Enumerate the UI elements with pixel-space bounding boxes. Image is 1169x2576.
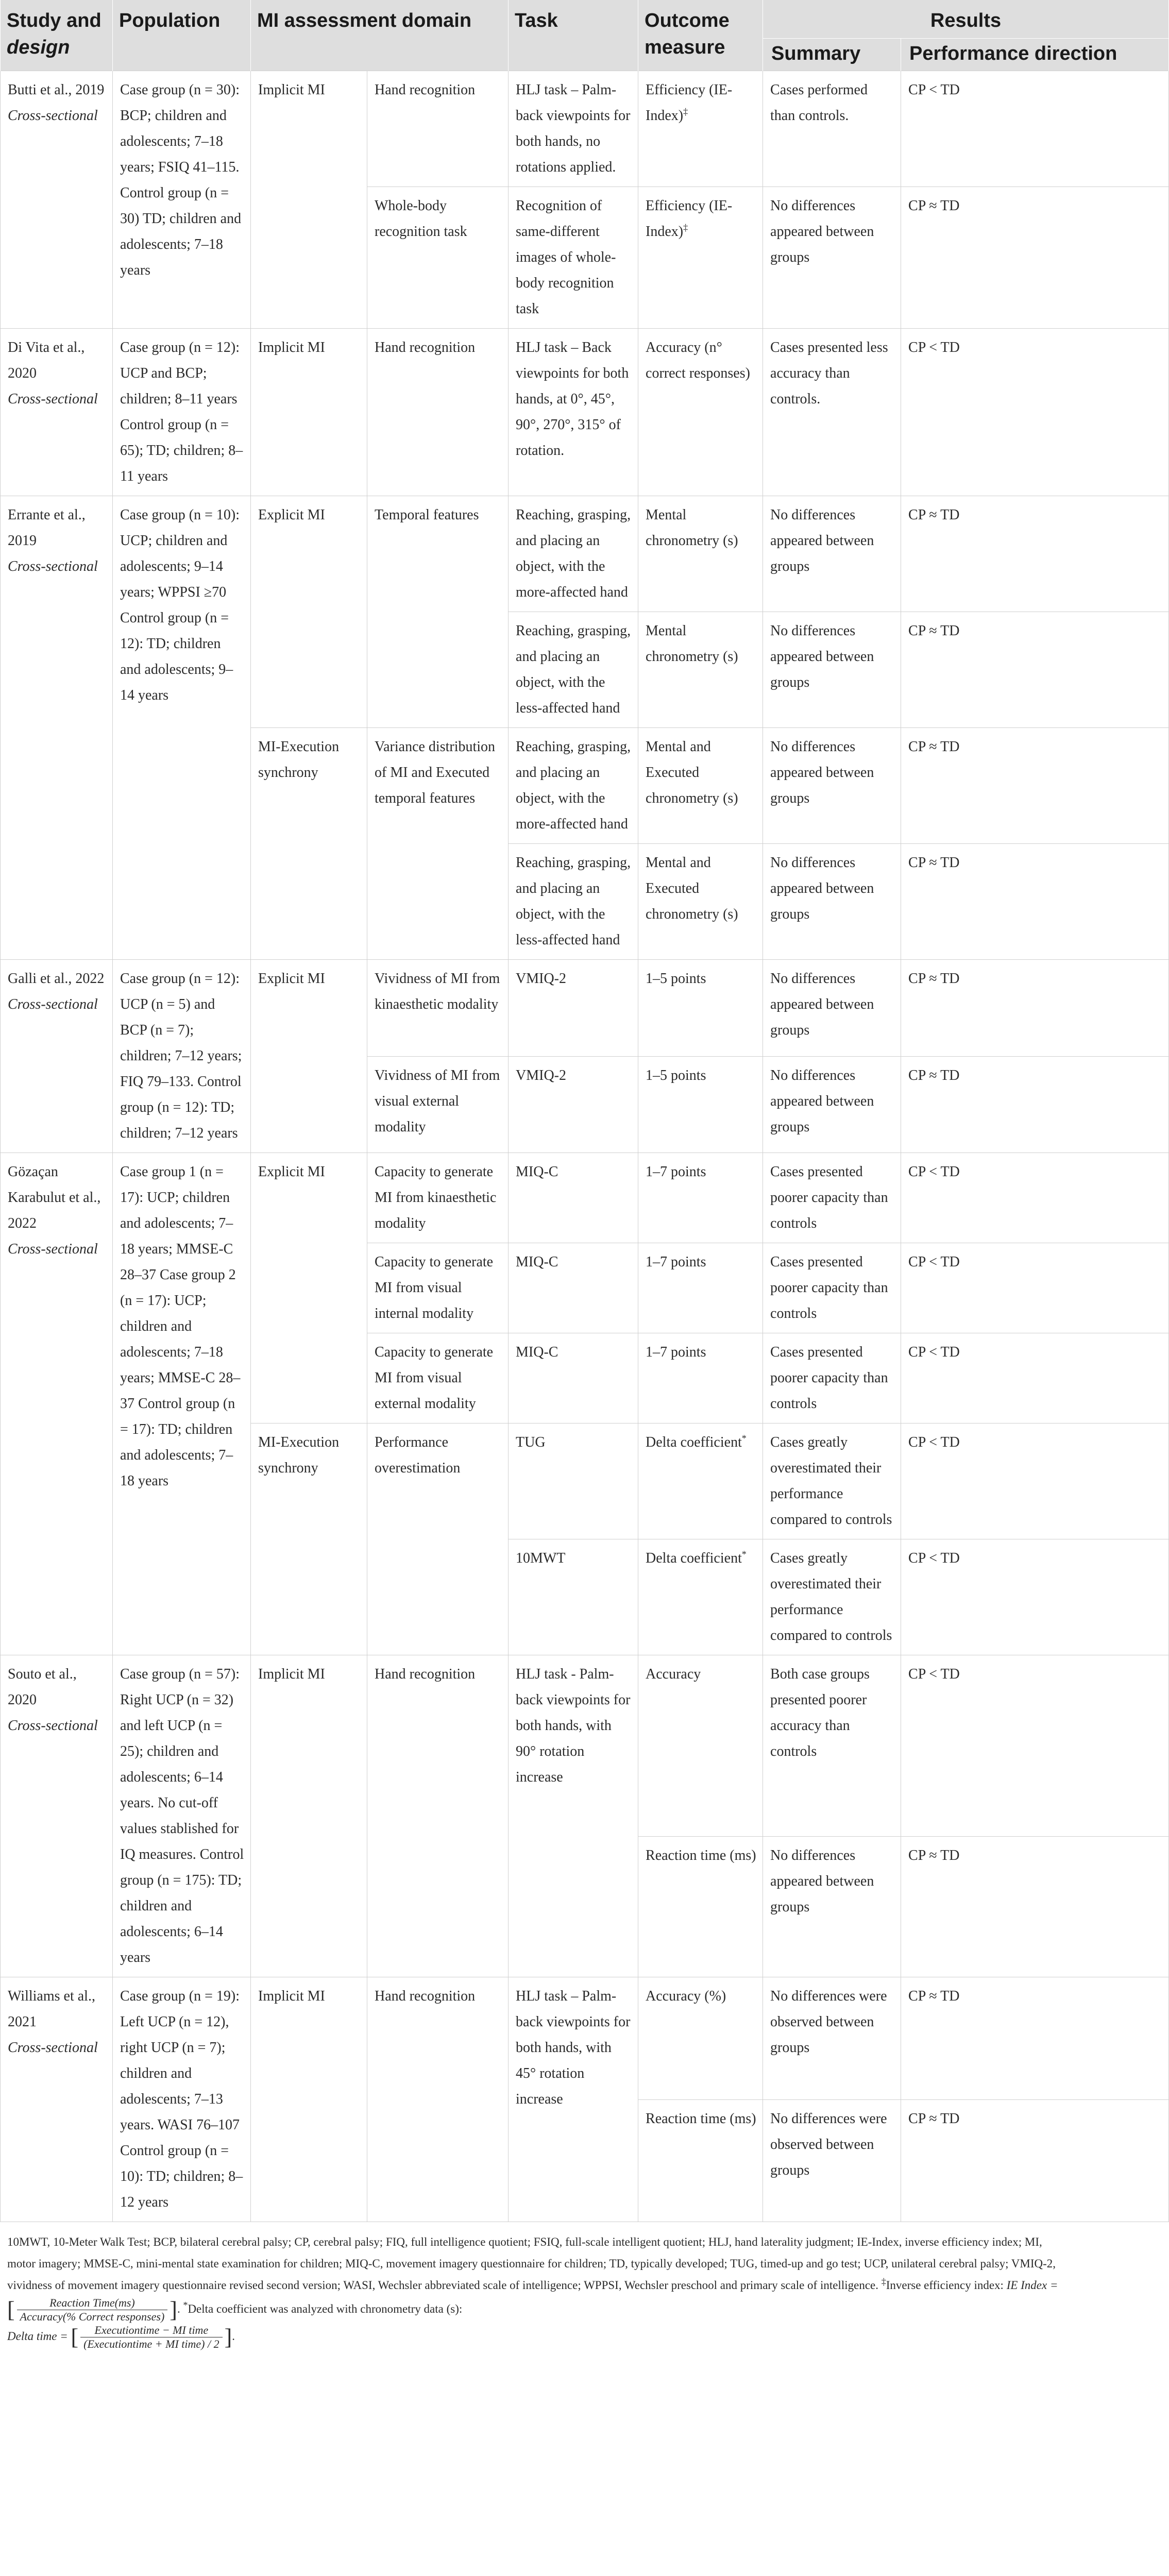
task-cell: HLJ task – Palm-back viewpoints for both hands, with 45° rotation increase [509,1977,638,2222]
domain-cell: MI-Execution synchrony [251,1423,367,1655]
study-design: Cross-sectional [8,391,98,407]
study-name: Errante et al., 2019 [8,507,86,549]
population-cell: Case group (n = 30): BCP; children and adolescents; 7–18 years; FSIQ 41–115. Control group (n = 30) TD; children and adolescents; 7–18 years [113,71,251,329]
domain-cell: Explicit MI [251,960,367,1153]
summary-cell: Cases presented poorer capacity than controls [763,1243,901,1333]
direction-cell: CP ≈ TD [901,187,1169,329]
task-cell: HLJ task – Back viewpoints for both hands, at 0°, 45°, 90°, 270°, 315° of rotation. [509,329,638,496]
population-cell: Case group (n = 12): UCP and BCP; children; 8–11 years Control group (n = 65); TD; children; 8–11 years [113,329,251,496]
feature-cell: Hand recognition [367,1977,509,2222]
study-cell [1,71,113,329]
table-row [1,1655,1169,1837]
summary-cell: No differences appeared between groups [763,1056,901,1153]
outcome-cell: Accuracy (n° correct responses) [638,329,763,496]
task-cell: MIQ-C [509,1153,638,1243]
outcome-cell: 1–5 points [638,960,763,1057]
task-cell: Reaching, grasping, and placing an object, with the more-affected hand [509,496,638,612]
feature-cell: Performance overestimation [367,1423,509,1655]
direction-cell: CP < TD [901,1423,1169,1539]
footnote-abbreviations: 10MWT, 10-Meter Walk Test; BCP, bilateral cerebral palsy; CP, cerebral palsy; FIQ, full intelligence quotient; FSIQ, full-scale intelligent quotient; HLJ, hand laterality judgment; IE-Index, inverse efficiency index; MI, motor imagery; MMSE-C, mini-mental state examination for children; MIQ-C, movement imagery questionnaire for children; TD, typically developed; TUG, timed-up and go test; UCP, unilateral cerebral palsy; VMIQ-2, vividness of movement imagery questionnaire revised second version; WASI, Wechsler abbreviated scale of intelligence; WPPSI, Wechsler preschool and primary scale of intelligence. [7,2235,1056,2292]
study-name: Galli et al., 2022 [8,971,105,987]
summary-cell: No differences appeared between groups [763,1836,901,1977]
outcome-cell: Mental and Executed chronometry (s) [638,728,763,844]
summary-cell: Cases performed than controls. [763,71,901,187]
table-row [1,960,1169,1057]
summary-cell: Both case groups presented poorer accuracy than controls [763,1655,901,1837]
table-row [1,496,1169,612]
summary-cell: Cases presented poorer capacity than controls [763,1153,901,1243]
study-design: Cross-sectional [8,996,98,1012]
task-cell: VMIQ-2 [509,1056,638,1153]
study-name: Souto et al., 2020 [8,1666,77,1708]
feature-cell: Capacity to generate MI from kinaesthetic modality [367,1153,509,1243]
outcome-cell: Mental chronometry (s) [638,496,763,612]
task-cell: VMIQ-2 [509,960,638,1057]
study-name: Gözaçan Karabulut et al., 2022 [8,1164,101,1231]
study-cell [1,329,113,496]
footnote-delta-note: Delta coefficient was analyzed with chronometry data (s): [188,2302,463,2315]
header-population: Population [113,0,251,71]
domain-cell: Implicit MI [251,329,367,496]
table-row [1,1977,1169,2100]
header-summary: Summary [763,39,901,71]
outcome-cell: 1–5 points [638,1056,763,1153]
direction-cell: CP ≈ TD [901,2099,1169,2222]
summary-cell: Cases greatly overestimated their performance compared to controls [763,1423,901,1539]
domain-cell: Implicit MI [251,1655,367,1977]
outcome-cell: Mental and Executed chronometry (s) [638,844,763,960]
task-cell: MIQ-C [509,1333,638,1423]
feature-cell: Hand recognition [367,329,509,496]
feature-cell: Variance distribution of MI and Executed temporal features [367,728,509,960]
domain-cell: MI-Execution synchrony [251,728,367,960]
feature-cell: Vividness of MI from kinaesthetic modality [367,960,509,1057]
outcome-cell: Accuracy (%) [638,1977,763,2100]
population-cell: Case group (n = 19): Left UCP (n = 12), right UCP (n = 7); children and adolescents; 7–13 years. WASI 76–107 Control group (n = 10): TD; children; 8–12 years [113,1977,251,2222]
outcome-cell: Reaction time (ms) [638,2099,763,2222]
table-row [1,329,1169,496]
direction-cell: CP ≈ TD [901,844,1169,960]
study-name: Williams et al., 2021 [8,1988,95,2030]
study-cell [1,1153,113,1655]
study-design: Cross-sectional [8,1718,98,1734]
table-row [1,71,1169,187]
domain-cell: Implicit MI [251,1977,367,2222]
study-cell [1,496,113,960]
task-cell: MIQ-C [509,1243,638,1333]
outcome-cell: Mental chronometry (s) [638,612,763,728]
study-cell [1,1655,113,1977]
direction-cell: CP ≈ TD [901,1977,1169,2100]
summary-cell: Cases greatly overestimated their performance compared to controls [763,1539,901,1655]
direction-cell: CP < TD [901,1539,1169,1655]
direction-cell: CP ≈ TD [901,496,1169,612]
task-cell: Recognition of same-different images of whole-body recognition task [509,187,638,329]
ie-formula: $\frac{\text{Reaction Time(ms)}}{\text{Accuracy(\% Correct responses)}}$ [17,2296,168,2324]
direction-cell: CP ≈ TD [901,1056,1169,1153]
outcome-cell: Efficiency (IE-Index)‡ [638,71,763,187]
header-outcome: Outcome measure [638,0,763,71]
direction-cell: CP ≈ TD [901,960,1169,1057]
outcome-cell: Delta coefficient* [638,1539,763,1655]
feature-cell: Vividness of MI from visual external modality [367,1056,509,1153]
summary-cell: No differences appeared between groups [763,496,901,612]
outcome-cell: 1–7 points [638,1333,763,1423]
header-results: Results [763,0,1169,39]
header-study: Study and design [1,0,113,71]
domain-cell: Implicit MI [251,71,367,329]
feature-cell: Temporal features [367,496,509,728]
summary-cell: No differences appeared between groups [763,612,901,728]
summary-cell: No differences appeared between groups [763,728,901,844]
domain-cell: Explicit MI [251,1153,367,1423]
outcome-cell: Accuracy [638,1655,763,1837]
task-cell: Reaching, grasping, and placing an object, with the less-affected hand [509,612,638,728]
outcome-cell: 1–7 points [638,1153,763,1243]
header-performance: Performance direction [901,39,1169,71]
population-cell: Case group (n = 57): Right UCP (n = 32) and left UCP (n = 25); children and adolescents; 6–14 years. No cut-off values stablished for IQ measures. Control group (n = 175): TD; children and adolescents; 6–14 years [113,1655,251,1977]
summary-cell: No differences appeared between groups [763,187,901,329]
task-cell: Reaching, grasping, and placing an object, with the less-affected hand [509,844,638,960]
feature-cell: Hand recognition [367,1655,509,1977]
header-task: Task [509,0,638,71]
domain-cell: Explicit MI [251,496,367,728]
feature-cell: Capacity to generate MI from visual external modality [367,1333,509,1423]
table-row [1,1153,1169,1243]
summary-cell: No differences were observed between groups [763,2099,901,2222]
direction-cell: CP < TD [901,1243,1169,1333]
task-cell: TUG [509,1423,638,1539]
feature-cell: Capacity to generate MI from visual internal modality [367,1243,509,1333]
study-design: Cross-sectional [8,1241,98,1257]
study-design: Cross-sectional [8,2040,98,2056]
footnote-ie-note: Inverse efficiency index: [886,2279,1004,2292]
study-cell [1,1977,113,2222]
summary-cell: Cases presented less accuracy than controls. [763,329,901,496]
header-domain: MI assessment domain [251,0,509,71]
study-name: Di Vita et al., 2020 [8,340,85,381]
population-cell: Case group 1 (n = 17): UCP; children and adolescents; 7–18 years; MMSE-C 28–37 Case group 2 (n = 17): UCP; children and adolescents; 7–18 years; MMSE-C 28–37 Control group (n = 17): TD; children and adolescents; 7–18 years [113,1153,251,1655]
delta-formula: $\frac{\text{Executiontime − MI time}}{\text{(Executiontime + MI time) / 2}}$ [80,2324,222,2351]
direction-cell: CP < TD [901,329,1169,496]
population-cell: Case group (n = 12): UCP (n = 5) and BCP (n = 7); children; 7–12 years; FIQ 79–133. Control group (n = 12): TD; children; 7–12 years [113,960,251,1153]
summary-cell: No differences appeared between groups [763,960,901,1057]
direction-cell: CP ≈ TD [901,728,1169,844]
direction-cell: CP ≈ TD [901,612,1169,728]
study-design: Cross-sectional [8,558,98,574]
study-cell [1,960,113,1153]
feature-cell: Whole-body recognition task [367,187,509,329]
summary-cell: No differences appeared between groups [763,844,901,960]
table-body [1,71,1169,2222]
table-footnote: 10MWT, 10-Meter Walk Test; BCP, bilateral cerebral palsy; CP, cerebral palsy; FIQ, full intelligence quotient; FSIQ, full-scale intelligent quotient; HLJ, hand laterality judgment; IE-Index, inverse efficiency index; MI, motor imagery; MMSE-C, mini-mental state examination for children; MIQ-C, movement imagery questionnaire for children; TD, typically developed; TUG, timed-up and go test; UCP, unilateral cerebral palsy; VMIQ-2, vividness of movement imagery questionnaire revised second version; WASI, Wechsler abbreviated scale of intelligence; WPPSI, Wechsler preschool and primary scale of intelligence. ‡Inverse efficiency index: IE Index = [ $\frac{\text{Reaction Time(ms)}}{\text{Accuracy(\% Correct responses)}}$ ]. *Delta coefficient was analyzed with chronometry data (s): Delta time = [ $\frac{\text{Executiontime − MI time}}{\text{(Executiontime + MI time) / 2}}$ ]. [7,2235,1058,2350]
population-cell: Case group (n = 10): UCP; children and adolescents; 9–14 years; WPPSI ≥70 Control group (n = 12): TD; children and adolescents; 9–14 years [113,496,251,960]
summary-cell: Cases presented poorer capacity than controls [763,1333,901,1423]
task-cell: Reaching, grasping, and placing an object, with the more-affected hand [509,728,638,844]
feature-cell: Hand recognition [367,71,509,187]
study-design: Cross-sectional [8,108,98,124]
task-cell: HLJ task – Palm-back viewpoints for both hands, no rotations applied. [509,71,638,187]
direction-cell: CP < TD [901,1153,1169,1243]
direction-cell: CP ≈ TD [901,1836,1169,1977]
outcome-cell: Reaction time (ms) [638,1836,763,1977]
study-name: Butti et al., 2019 [8,82,105,98]
outcome-cell: 1–7 points [638,1243,763,1333]
outcome-cell: Efficiency (IE-Index)‡ [638,187,763,329]
task-cell: HLJ task - Palm-back viewpoints for both hands, with 90° rotation increase [509,1655,638,1977]
direction-cell: CP < TD [901,71,1169,187]
task-cell: 10MWT [509,1539,638,1655]
direction-cell: CP < TD [901,1333,1169,1423]
outcome-cell: Delta coefficient* [638,1423,763,1539]
summary-cell: No differences were observed between groups [763,1977,901,2100]
direction-cell: CP < TD [901,1655,1169,1837]
